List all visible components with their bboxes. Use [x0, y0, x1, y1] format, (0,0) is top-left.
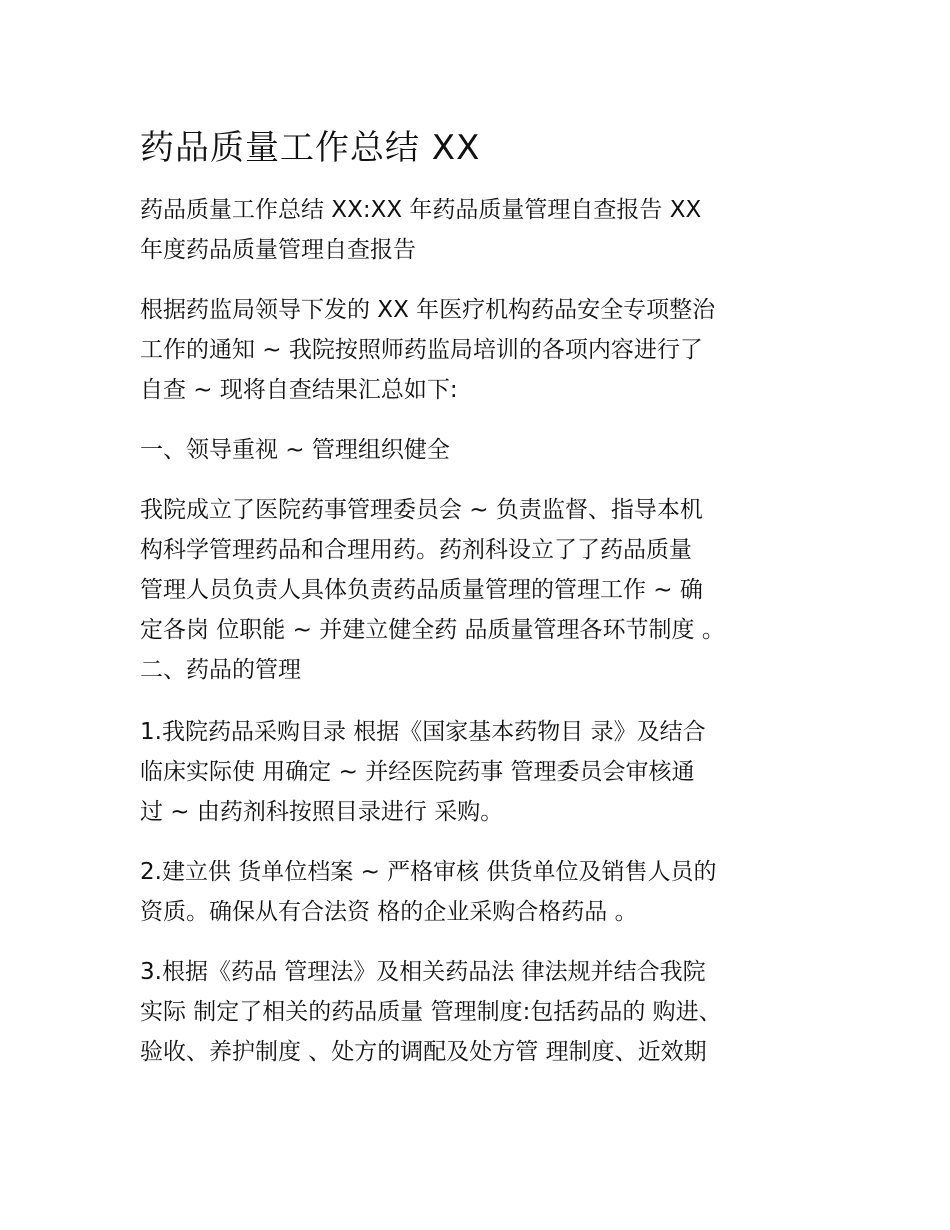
item-1-paragraph: [140, 712, 820, 832]
text-line: 构科学管理药品和合理用药。药剂科设立了了药品质量: [140, 537, 692, 563]
text-line: 资质。确保从有合法资 格的企业采购合格药品 。: [140, 899, 638, 925]
document-title: 药品质量工作总结 XX: [140, 128, 481, 168]
text-line: 3.根据《药品 管理法》及相关药品法 律法规并结合我院: [140, 959, 706, 985]
text-line: 实际 制定了相关的药品质量 管理制度:包括药品的 购进、: [140, 999, 722, 1025]
section-2-heading: 二、药品的管理: [140, 657, 301, 683]
text-line: 2.建立供 货单位档案 ~ 严格审核 供货单位及销售人员的: [140, 859, 717, 885]
text-line: 我院成立了医院药事管理委员会 ~ 负责监督、指导本机: [140, 497, 703, 523]
section-1-heading: [140, 430, 820, 470]
text-line: 临床实际使 用确定 ~ 并经医院药事 管理委员会审核通: [140, 759, 695, 785]
item-3-paragraph: [140, 952, 820, 1072]
text-line: 定各岗 位职能 ~ 并建立健全药 品质量管理各环节制度 。: [140, 617, 725, 643]
text-line: 管理人员负责人具体负责药品质量管理的管理工作 ~ 确: [140, 577, 703, 603]
document-page: [140, 128, 820, 1092]
text-line: 药品质量工作总结 XX:XX 年药品质量管理自查报告 XX: [140, 197, 702, 223]
text-line: 1.我院药品采购目录 根据《国家基本药物目 录》及结合: [140, 719, 706, 745]
text-line: 根据药监局领导下发的 XX 年医疗机构药品安全专项整治: [140, 297, 716, 323]
text-line: 年度药品质量管理自查报告: [140, 237, 416, 263]
text-line: 过 ~ 由药剂科按照目录进行 采购。: [140, 799, 504, 825]
text-line: 验收、养护制度 、处方的调配及处方管 理制度、近效期: [140, 1039, 707, 1065]
text-line: 一、领导重视 ~ 管理组织健全: [140, 437, 450, 463]
text-line: 工作的通知 ~ 我院按照师药监局培训的各项内容进行了: [140, 337, 703, 363]
subtitle-paragraph: [140, 190, 820, 270]
section-1-body: [140, 490, 820, 690]
item-2-paragraph: [140, 852, 820, 932]
intro-paragraph: [140, 290, 820, 410]
text-line: 自查 ~ 现将自查结果汇总如下:: [140, 377, 458, 403]
